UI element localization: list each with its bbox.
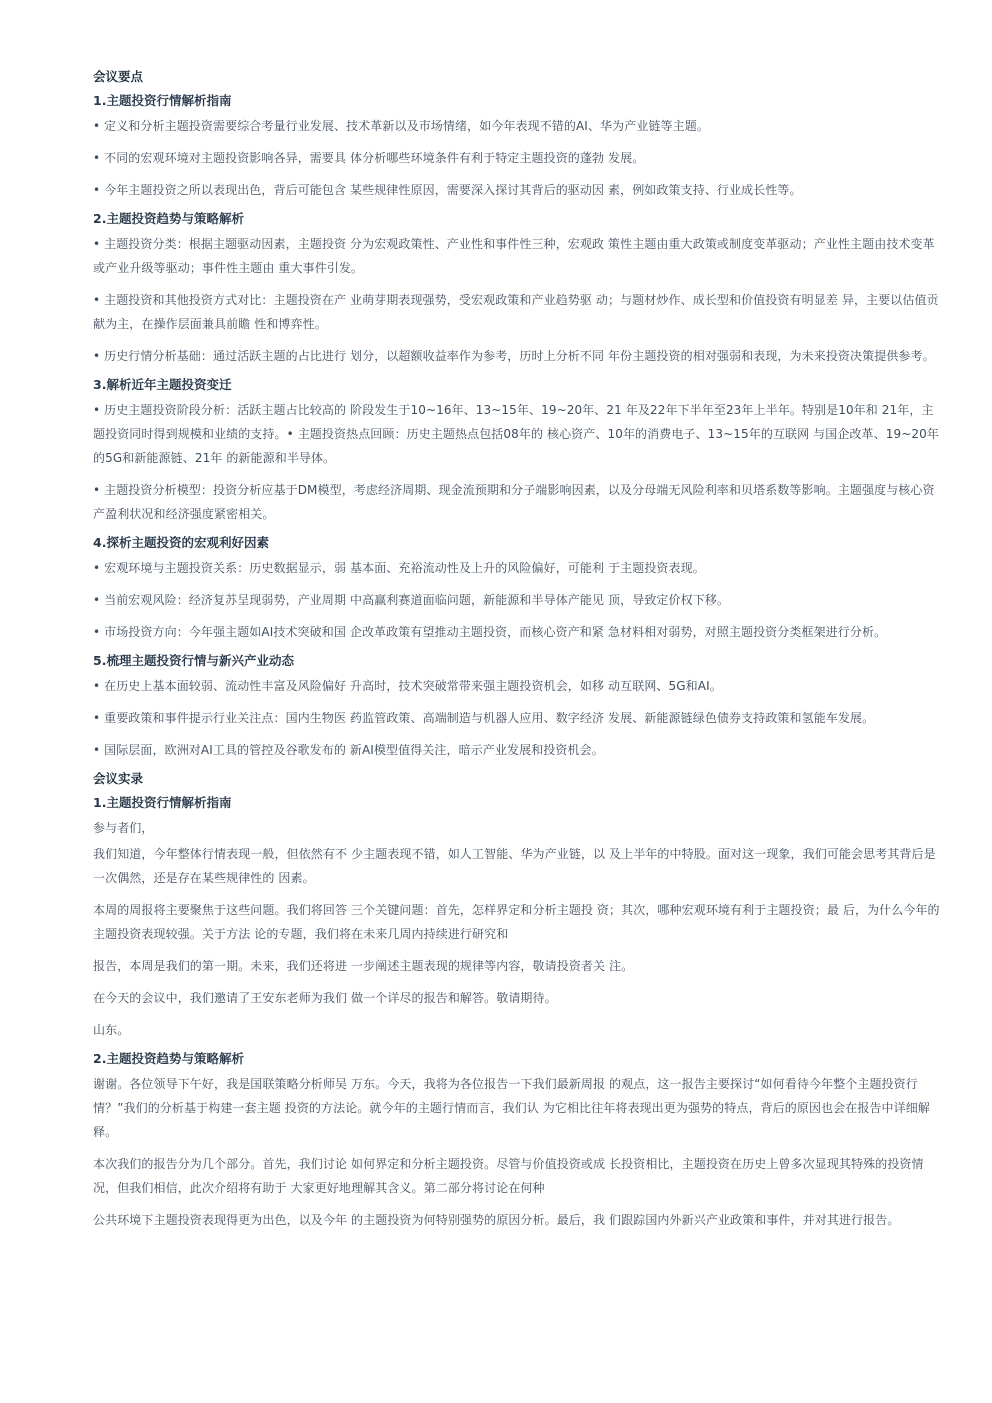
bullet-paragraph: • 重要政策和事件提示行业关注点：国内生物医 药监管政策、高端制造与机器人应用、数字经济 发展、新能源链绿色债券支持政策和氢能车发展。 — [93, 711, 875, 725]
bullet-paragraph: • 历史主题投资阶段分析：活跃主题占比较高的 阶段发生于10~16年、13~15年、19~20年、21 年及22年下半年至23年上半年。特别是10年和 21年，主题投资同时得到规模和业绩的支持。• 主题投资热点回顾：历史主题热点包括08年的 核心资产、10年的消费电子、13~15年的互联网 与国企改革、19~20年的5G和新能源链、21年 的新能源和半导体。 — [93, 403, 939, 465]
summary-topic-5 — [93, 652, 945, 762]
summary-topic-4 — [93, 534, 945, 644]
summary-topic-3 — [93, 376, 945, 526]
summary-section — [93, 68, 945, 762]
transcript-paragraph: 在今天的会议中，我们邀请了王安东老师为我们 做一个详尽的报告和解答。敬请期待。 — [93, 991, 557, 1005]
summary-topic-heading: 1.主题投资行情解析指南 — [93, 93, 232, 108]
transcript-section — [93, 770, 945, 1232]
summary-topic-heading: 2.主题投资趋势与策略解析 — [93, 211, 244, 226]
bullet-paragraph: • 历史行情分析基础：通过活跃主题的占比进行 划分，以超额收益率作为参考，历时上分析不同 年份主题投资的相对强弱和表现，为未来投资决策提供参考。 — [93, 349, 935, 363]
transcript-paragraph: 谢谢。各位领导下午好，我是国联策略分析师吴 万东。今天，我将为各位报告一下我们最新周报 的观点，这一报告主要探讨“如何看待今年整个主题投资行情？”我们的分析基于构建一套主题 投资的方法论。就今年的主题行情而言，我们认 为它相比往年将表现出更为强势的特点，背后的原因也会在报告中详细解释。 — [93, 1077, 930, 1139]
bullet-paragraph: • 定义和分析主题投资需要综合考量行业发展、技术革新以及市场情绪，如今年表现不错的AI、华为产业链等主题。 — [93, 119, 709, 133]
bullet-paragraph: • 市场投资方向：今年强主题如AI技术突破和国 企改革政策有望推动主题投资，而核心资产和紧 急材料相对弱势，对照主题投资分类框架进行分析。 — [93, 625, 887, 639]
summary-topic-heading: 5.梳理主题投资行情与新兴产业动态 — [93, 653, 294, 668]
transcript-topic-1 — [93, 794, 945, 1042]
bullet-paragraph: • 当前宏观风险：经济复苏呈现弱势，产业周期 中高赢利赛道面临问题，新能源和半导体产能见 顶，导致定价权下移。 — [93, 593, 730, 607]
transcript-topic-heading: 2.主题投资趋势与策略解析 — [93, 1051, 244, 1066]
bullet-paragraph: • 主题投资分类：根据主题驱动因素，主题投资 分为宏观政策性、产业性和事件性三种，宏观政 策性主题由重大政策或制度变革驱动；产业性主题由技术变革或产业升级等驱动；事件性主题由 重大事件引发。 — [93, 237, 935, 275]
bullet-paragraph: • 在历史上基本面较弱、流动性丰富及风险偏好 升高时，技术突破常带来强主题投资机会，如移 动互联网、5G和AI。 — [93, 679, 722, 693]
transcript-paragraph: 公共环境下主题投资表现得更为出色，以及今年 的主题投资为何特别强势的原因分析。最后，我 们跟踪国内外新兴产业政策和事件，并对其进行报告。 — [93, 1213, 900, 1227]
bullet-paragraph: • 不同的宏观环境对主题投资影响各异，需要具 体分析哪些环境条件有利于特定主题投资的蓬勃 发展。 — [93, 151, 645, 165]
transcript-topic-heading: 1.主题投资行情解析指南 — [93, 795, 232, 810]
summary-topic-heading: 3.解析近年主题投资变迁 — [93, 377, 232, 392]
bullet-paragraph: • 宏观环境与主题投资关系：历史数据显示，弱 基本面、充裕流动性及上升的风险偏好，可能利 于主题投资表现。 — [93, 561, 705, 575]
transcript-paragraph: 我们知道，今年整体行情表现一般，但依然有不 少主题表现不错，如人工智能、华为产业链，以 及上半年的中特股。面对这一现象，我们可能会思考其背后是一次偶然，还是存在某些规律性的 因素。 — [93, 847, 936, 885]
bullet-paragraph: • 国际层面，欧洲对AI工具的管控及谷歌发布的 新AI模型值得关注，暗示产业发展和投资机会。 — [93, 743, 604, 757]
summary-topic-heading: 4.探析主题投资的宏观利好因素 — [93, 535, 269, 550]
transcript-paragraph: 参与者们， — [93, 821, 154, 835]
bullet-paragraph: • 主题投资和其他投资方式对比：主题投资在产 业萌芽期表现强势，受宏观政策和产业趋势驱 动；与题材炒作、成长型和价值投资有明显差 异，主要以估值贡献为主，在操作层面兼具前瞻 性和博弈性。 — [93, 293, 939, 331]
bullet-paragraph: • 今年主题投资之所以表现出色，背后可能包含 某些规律性原因，需要深入探讨其背后的驱动因 素，例如政策支持、行业成长性等。 — [93, 183, 802, 197]
transcript-title: 会议实录 — [93, 771, 144, 786]
bullet-paragraph: • 主题投资分析模型：投资分析应基于DM模型，考虑经济周期、现金流预期和分子端影响因素，以及分母端无风险利率和贝塔系数等影响。主题强度与核心资产盈利状况和经济强度紧密相关。 — [93, 483, 935, 521]
summary-topic-2 — [93, 210, 945, 368]
transcript-paragraph: 报告，本周是我们的第一期。未来，我们还将进 一步阐述主题表现的规律等内容，敬请投资者关 注。 — [93, 959, 634, 973]
document-page — [93, 68, 945, 1240]
transcript-paragraph: 山东。 — [93, 1023, 130, 1037]
transcript-paragraph: 本周的周报将主要聚焦于这些问题。我们将回答 三个关键问题：首先，怎样界定和分析主题投 资；其次，哪种宏观环境有利于主题投资；最 后，为什么今年的主题投资表现较强。关于方法 论的专题，我们将在未来几周内持续进行研究和 — [93, 903, 940, 941]
summary-topic-1 — [93, 92, 945, 202]
summary-title: 会议要点 — [93, 69, 144, 84]
transcript-paragraph: 本次我们的报告分为几个部分。首先，我们讨论 如何界定和分析主题投资。尽管与价值投资或成 长投资相比，主题投资在历史上曾多次显现其特殊的投资情况，但我们相信，此次介绍将有助于 大家更好地理解其含义。第二部分将讨论在何种 — [93, 1157, 924, 1195]
transcript-topic-2 — [93, 1050, 945, 1232]
